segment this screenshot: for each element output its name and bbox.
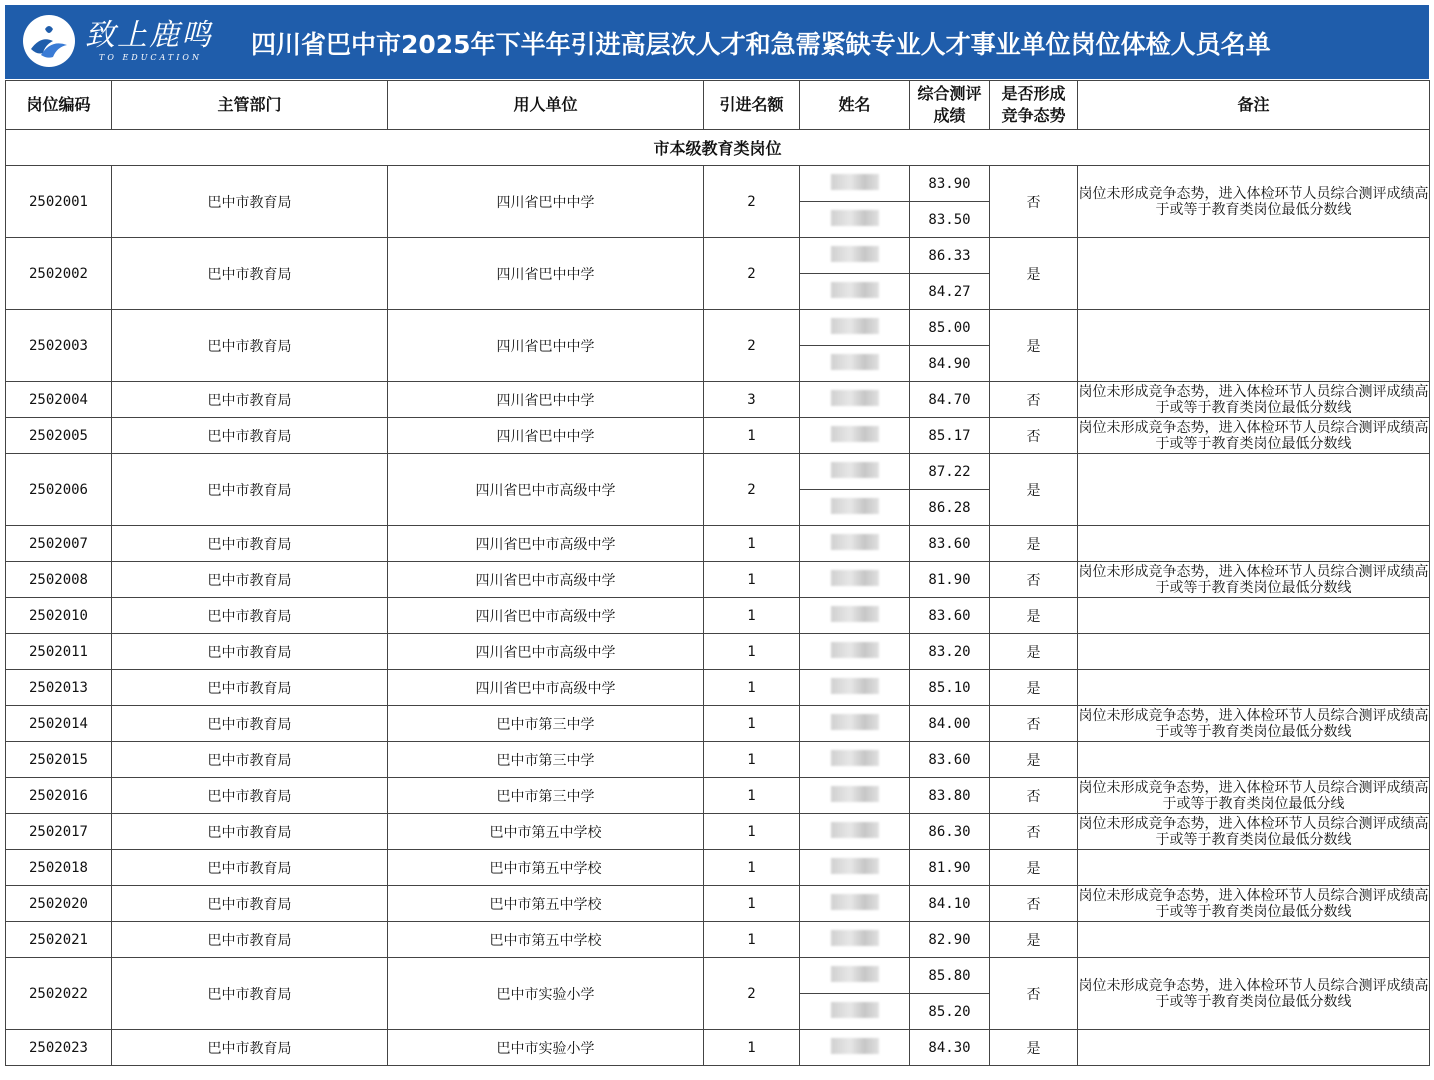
logo-wave-icon <box>23 15 75 67</box>
cell-compete: 是 <box>990 922 1078 958</box>
cell-name-redacted <box>800 454 910 490</box>
brand-logo <box>23 15 213 67</box>
cell-unit: 巴中市第五中学校 <box>388 886 704 922</box>
cell-unit: 四川省巴中中学 <box>388 382 704 418</box>
cell-compete: 否 <box>990 814 1078 850</box>
cell-code: 2502006 <box>6 454 112 526</box>
redacted-name-blur <box>831 570 879 586</box>
cell-name-redacted <box>800 634 910 670</box>
cell-dept: 巴中市教育局 <box>112 238 388 310</box>
cell-remark: 岗位未形成竞争态势，进入体检环节人员综合测评成绩高于或等于教育类岗位最低分数线 <box>1078 707 1429 740</box>
cell-dept: 巴中市教育局 <box>112 850 388 886</box>
cell-dept: 巴中市教育局 <box>112 886 388 922</box>
cell-name-redacted <box>800 958 910 994</box>
cell-code: 2502004 <box>6 382 112 418</box>
cell-name-redacted <box>800 526 910 562</box>
cell-remark <box>1078 670 1430 706</box>
col-header-code: 岗位编码 <box>6 81 112 130</box>
section-title: 市本级教育类岗位 <box>6 130 1430 166</box>
cell-remark <box>1078 1030 1430 1066</box>
cell-compete: 是 <box>990 598 1078 634</box>
cell-remark: 岗位未形成竞争态势，进入体检环节人员综合测评成绩高于或等于教育类岗位最低分数线 <box>1078 563 1429 596</box>
cell-dept: 巴中市教育局 <box>112 742 388 778</box>
redacted-name-blur <box>831 318 879 334</box>
cell-name-redacted <box>800 706 910 742</box>
cell-name-redacted <box>800 850 910 886</box>
cell-remark <box>1078 526 1430 562</box>
cell-code: 2502022 <box>6 958 112 1030</box>
cell-dept: 巴中市教育局 <box>112 670 388 706</box>
cell-code: 2502003 <box>6 310 112 382</box>
table-row <box>6 166 1430 202</box>
cell-dept: 巴中市教育局 <box>112 922 388 958</box>
cell-dept: 巴中市教育局 <box>112 310 388 382</box>
cell-compete: 否 <box>990 886 1078 922</box>
logo-cn-text: 致上鹿鸣 <box>85 18 213 53</box>
cell-unit: 四川省巴中市高级中学 <box>388 598 704 634</box>
cell-unit: 巴中市第三中学 <box>388 706 704 742</box>
table-row <box>6 454 1430 490</box>
cell-compete: 是 <box>990 1030 1078 1066</box>
cell-score: 84.70 <box>910 382 990 418</box>
table-row <box>6 310 1430 346</box>
cell-name-redacted <box>800 202 910 238</box>
table-row <box>6 382 1430 418</box>
col-header-score: 综合测评成绩 <box>910 81 990 130</box>
cell-quota: 1 <box>704 598 800 634</box>
cell-dept: 巴中市教育局 <box>112 562 388 598</box>
redacted-name-blur <box>831 966 879 982</box>
cell-compete: 是 <box>990 454 1078 526</box>
table-row <box>6 634 1430 670</box>
cell-score: 86.30 <box>910 814 990 850</box>
cell-code: 2502015 <box>6 742 112 778</box>
page-title: 四川省巴中市2025年下半年引进高层次人才和急需紧缺专业人才事业单位岗位体检人员名单 <box>251 30 1271 59</box>
cell-code: 2502008 <box>6 562 112 598</box>
cell-quota: 1 <box>704 742 800 778</box>
cell-name-redacted <box>800 598 910 634</box>
cell-code: 2502017 <box>6 814 112 850</box>
cell-name-redacted <box>800 886 910 922</box>
table-row <box>6 670 1430 706</box>
cell-dept: 巴中市教育局 <box>112 706 388 742</box>
redacted-name-blur <box>831 426 879 442</box>
cell-quota: 2 <box>704 454 800 526</box>
cell-unit: 巴中市实验小学 <box>388 1030 704 1066</box>
cell-unit: 巴中市第三中学 <box>388 778 704 814</box>
cell-quota: 1 <box>704 1030 800 1066</box>
cell-name-redacted <box>800 742 910 778</box>
cell-quota: 1 <box>704 526 800 562</box>
cell-score: 86.28 <box>910 490 990 526</box>
cell-score: 83.60 <box>910 526 990 562</box>
cell-remark <box>1078 310 1430 382</box>
cell-name-redacted <box>800 994 910 1030</box>
cell-score: 85.20 <box>910 994 990 1030</box>
redacted-name-blur <box>831 1038 879 1054</box>
cell-remark: 岗位未形成竞争态势，进入体检环节人员综合测评成绩高于或等于教育类岗位最低分数线 <box>1078 958 1430 1030</box>
cell-code: 2502011 <box>6 634 112 670</box>
cell-unit: 四川省巴中市高级中学 <box>388 562 704 598</box>
cell-compete: 否 <box>990 778 1078 814</box>
cell-unit: 巴中市实验小学 <box>388 958 704 1030</box>
table-row <box>6 562 1430 598</box>
col-header-name: 姓名 <box>800 81 910 130</box>
cell-unit: 巴中市第五中学校 <box>388 814 704 850</box>
cell-name-redacted <box>800 814 910 850</box>
cell-score: 85.00 <box>910 310 990 346</box>
cell-score: 84.30 <box>910 1030 990 1066</box>
table-row <box>6 958 1430 994</box>
table-row <box>6 922 1430 958</box>
cell-compete: 否 <box>990 418 1078 454</box>
cell-score: 81.90 <box>910 562 990 598</box>
header-row <box>6 81 1430 130</box>
redacted-name-blur <box>831 534 879 550</box>
cell-unit: 四川省巴中中学 <box>388 166 704 238</box>
cell-code: 2502016 <box>6 778 112 814</box>
cell-score: 83.50 <box>910 202 990 238</box>
cell-score: 85.17 <box>910 418 990 454</box>
cell-remark: 岗位未形成竞争态势，进入体检环节人员综合测评成绩高于或等于教育类岗位最低分数线 <box>1078 815 1429 848</box>
cell-quota: 2 <box>704 958 800 1030</box>
redacted-name-blur <box>831 642 879 658</box>
redacted-name-blur <box>831 498 879 514</box>
cell-unit: 四川省巴中中学 <box>388 418 704 454</box>
cell-unit: 四川省巴中市高级中学 <box>388 634 704 670</box>
cell-score: 84.90 <box>910 346 990 382</box>
cell-dept: 巴中市教育局 <box>112 1030 388 1066</box>
cell-score: 85.10 <box>910 670 990 706</box>
cell-remark <box>1078 454 1430 526</box>
cell-code: 2502020 <box>6 886 112 922</box>
cell-compete: 否 <box>990 166 1078 238</box>
cell-unit: 四川省巴中中学 <box>388 310 704 382</box>
cell-quota: 1 <box>704 850 800 886</box>
cell-dept: 巴中市教育局 <box>112 382 388 418</box>
cell-compete: 是 <box>990 526 1078 562</box>
cell-remark: 岗位未形成竞争态势，进入体检环节人员综合测评成绩高于或等于教育类岗位最低分线 <box>1078 779 1429 812</box>
cell-score: 84.27 <box>910 274 990 310</box>
cell-code: 2502018 <box>6 850 112 886</box>
cell-code: 2502007 <box>6 526 112 562</box>
personnel-table <box>5 80 1430 1066</box>
cell-score: 82.90 <box>910 922 990 958</box>
cell-name-redacted <box>800 418 910 454</box>
cell-unit: 巴中市第五中学校 <box>388 922 704 958</box>
cell-code: 2502021 <box>6 922 112 958</box>
table-row <box>6 850 1430 886</box>
cell-score: 86.33 <box>910 238 990 274</box>
cell-code: 2502010 <box>6 598 112 634</box>
cell-remark <box>1078 634 1430 670</box>
cell-quota: 1 <box>704 922 800 958</box>
cell-compete: 是 <box>990 634 1078 670</box>
cell-quota: 1 <box>704 418 800 454</box>
cell-code: 2502014 <box>6 706 112 742</box>
cell-score: 83.60 <box>910 598 990 634</box>
cell-dept: 巴中市教育局 <box>112 526 388 562</box>
cell-compete: 是 <box>990 670 1078 706</box>
cell-name-redacted <box>800 778 910 814</box>
cell-quota: 2 <box>704 238 800 310</box>
cell-name-redacted <box>800 490 910 526</box>
cell-quota: 1 <box>704 778 800 814</box>
cell-dept: 巴中市教育局 <box>112 166 388 238</box>
cell-code: 2502013 <box>6 670 112 706</box>
redacted-name-blur <box>831 930 879 946</box>
cell-score: 83.80 <box>910 778 990 814</box>
cell-name-redacted <box>800 346 910 382</box>
cell-quota: 1 <box>704 634 800 670</box>
cell-unit: 四川省巴中市高级中学 <box>388 526 704 562</box>
cell-code: 2502001 <box>6 166 112 238</box>
cell-remark <box>1078 850 1430 886</box>
table-row <box>6 814 1430 850</box>
cell-compete: 是 <box>990 238 1078 310</box>
section-row <box>6 130 1430 166</box>
table-row <box>6 418 1430 454</box>
table-row <box>6 598 1430 634</box>
cell-quota: 3 <box>704 382 800 418</box>
redacted-name-blur <box>831 606 879 622</box>
cell-quota: 1 <box>704 706 800 742</box>
cell-name-redacted <box>800 922 910 958</box>
cell-unit: 四川省巴中市高级中学 <box>388 670 704 706</box>
table-row <box>6 706 1430 742</box>
table-row <box>6 886 1430 922</box>
redacted-name-blur <box>831 246 879 262</box>
col-header-remark: 备注 <box>1078 81 1430 130</box>
cell-name-redacted <box>800 670 910 706</box>
redacted-name-blur <box>831 750 879 766</box>
col-header-compete: 是否形成竞争态势 <box>990 81 1078 130</box>
redacted-name-blur <box>831 714 879 730</box>
cell-quota: 1 <box>704 670 800 706</box>
cell-remark <box>1078 742 1430 778</box>
cell-compete: 否 <box>990 382 1078 418</box>
cell-dept: 巴中市教育局 <box>112 958 388 1030</box>
cell-dept: 巴中市教育局 <box>112 778 388 814</box>
redacted-name-blur <box>831 462 879 478</box>
cell-code: 2502005 <box>6 418 112 454</box>
cell-quota: 2 <box>704 310 800 382</box>
cell-remark <box>1078 238 1430 310</box>
cell-score: 83.60 <box>910 742 990 778</box>
cell-remark: 岗位未形成竞争态势，进入体检环节人员综合测评成绩高于或等于教育类岗位最低分数线 <box>1078 887 1429 920</box>
cell-compete: 否 <box>990 706 1078 742</box>
table-row <box>6 778 1430 814</box>
table-row <box>6 1030 1430 1066</box>
col-header-quota: 引进名额 <box>704 81 800 130</box>
cell-name-redacted <box>800 1030 910 1066</box>
redacted-name-blur <box>831 678 879 694</box>
cell-remark: 岗位未形成竞争态势，进入体检环节人员综合测评成绩高于或等于教育类岗位最低分数线 <box>1078 383 1429 416</box>
cell-remark: 岗位未形成竞争态势，进入体检环节人员综合测评成绩高于或等于教育类岗位最低分数线 <box>1078 166 1430 238</box>
col-header-dept: 主管部门 <box>112 81 388 130</box>
cell-name-redacted <box>800 274 910 310</box>
cell-code: 2502002 <box>6 238 112 310</box>
table-row <box>6 238 1430 274</box>
header-banner <box>5 5 1429 79</box>
redacted-name-blur <box>831 822 879 838</box>
cell-name-redacted <box>800 310 910 346</box>
cell-compete: 是 <box>990 850 1078 886</box>
redacted-name-blur <box>831 858 879 874</box>
cell-score: 83.90 <box>910 166 990 202</box>
cell-score: 84.10 <box>910 886 990 922</box>
cell-score: 81.90 <box>910 850 990 886</box>
redacted-name-blur <box>831 282 879 298</box>
cell-score: 84.00 <box>910 706 990 742</box>
cell-score: 85.80 <box>910 958 990 994</box>
cell-name-redacted <box>800 562 910 598</box>
cell-dept: 巴中市教育局 <box>112 454 388 526</box>
redacted-name-blur <box>831 786 879 802</box>
cell-score: 87.22 <box>910 454 990 490</box>
cell-compete: 否 <box>990 958 1078 1030</box>
cell-unit: 四川省巴中市高级中学 <box>388 454 704 526</box>
redacted-name-blur <box>831 354 879 370</box>
cell-compete: 是 <box>990 742 1078 778</box>
redacted-name-blur <box>831 1002 879 1018</box>
cell-unit: 巴中市第三中学 <box>388 742 704 778</box>
cell-name-redacted <box>800 382 910 418</box>
cell-dept: 巴中市教育局 <box>112 418 388 454</box>
logo-en-text: TO EDUCATION <box>99 53 202 62</box>
col-header-unit: 用人单位 <box>388 81 704 130</box>
cell-name-redacted <box>800 238 910 274</box>
cell-name-redacted <box>800 166 910 202</box>
redacted-name-blur <box>831 390 879 406</box>
table-row <box>6 742 1430 778</box>
cell-remark <box>1078 922 1430 958</box>
cell-code: 2502023 <box>6 1030 112 1066</box>
cell-quota: 2 <box>704 166 800 238</box>
cell-dept: 巴中市教育局 <box>112 634 388 670</box>
cell-unit: 巴中市第五中学校 <box>388 850 704 886</box>
cell-remark <box>1078 598 1430 634</box>
cell-unit: 四川省巴中中学 <box>388 238 704 310</box>
cell-compete: 否 <box>990 562 1078 598</box>
table-row <box>6 526 1430 562</box>
redacted-name-blur <box>831 210 879 226</box>
cell-quota: 1 <box>704 886 800 922</box>
cell-dept: 巴中市教育局 <box>112 598 388 634</box>
cell-quota: 1 <box>704 562 800 598</box>
redacted-name-blur <box>831 894 879 910</box>
cell-dept: 巴中市教育局 <box>112 814 388 850</box>
redacted-name-blur <box>831 174 879 190</box>
cell-score: 83.20 <box>910 634 990 670</box>
cell-quota: 1 <box>704 814 800 850</box>
cell-compete: 是 <box>990 310 1078 382</box>
cell-remark: 岗位未形成竞争态势，进入体检环节人员综合测评成绩高于或等于教育类岗位最低分数线 <box>1078 419 1429 452</box>
